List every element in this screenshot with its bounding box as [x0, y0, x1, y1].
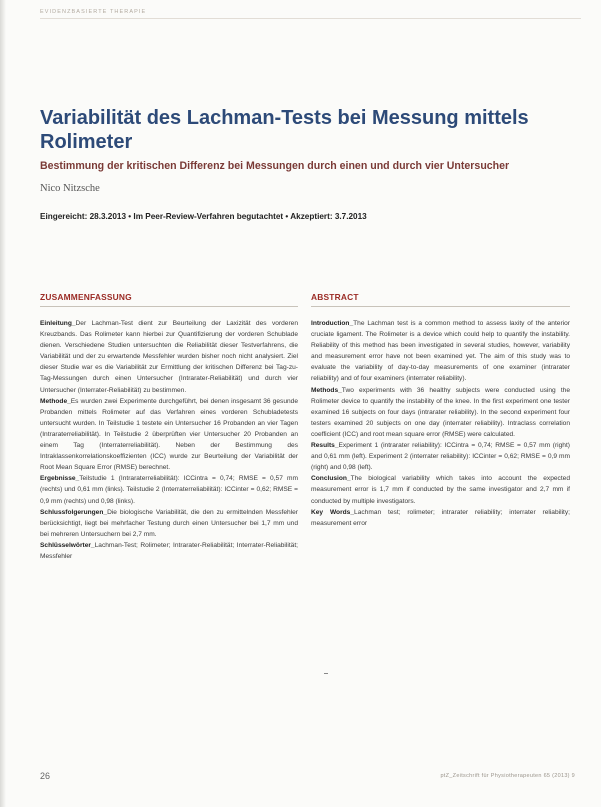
summary-paragraph [40, 507, 298, 540]
abstract-paragraph [311, 440, 570, 473]
paragraph-label: Schlüsselwörter_ [40, 541, 95, 549]
summary-paragraph [40, 473, 298, 506]
paragraph-text: Die biologische Variabilität, die den zu ermittelnden Messfehler berücksichtigt, liegt bei mehrfacher Testung durch einen Untersucher bei 1,7 mm und bei mehreren Untersuchern bei 2,7 mm. [40, 508, 298, 538]
running-head: EVIDENZBASIERTE THERAPIE [40, 9, 147, 15]
paragraph-label: Ergebnisse_ [40, 475, 80, 483]
author-name: Nico Nitzsche [40, 183, 100, 194]
abstract-paragraph [311, 507, 570, 529]
summary-column-german [40, 318, 298, 562]
summary-paragraph [40, 540, 298, 562]
abstract-paragraph [311, 473, 570, 506]
paragraph-label: Einleitung_ [40, 320, 76, 327]
section-heading-abstract: ABSTRACT [311, 292, 359, 302]
submission-dates: Eingereicht: 28.3.2013 • Im Peer-Review-Verfahren begutachtet • Akzeptiert: 3.7.2013 [40, 212, 367, 221]
article-subtitle: Bestimmung der kritischen Differenz bei Messungen durch einen und durch vier Untersucher [40, 160, 510, 172]
paragraph-text: Experiment 1 (intrarater reliability): ICCintra = 0,74; RMSE = 0,57 mm (right) and 0,61 mm (left). Experiment 2 (interrater reliability): ICCinter = 0,62; RMSE = 0,9 mm (right) and 0,98 (left). [311, 442, 570, 472]
paragraph-label: Results_ [311, 442, 339, 450]
abstract-paragraph [311, 318, 570, 385]
paragraph-text: Lachman test; rolimeter; intrarater reliability; interrater reliability; measurement error [311, 508, 570, 527]
top-rule [40, 18, 581, 19]
paragraph-text: Two experiments with 36 healthy subjects were conducted using the Rolimeter device to quantify the instability of the knee. In the first experiment one tester examined 16 subjects on four days (intrarater reliability). In the second experiment four testers examined 20 subjects on one day (interrater reliability). Intraclass correlation coefficient (ICC) and root mean square error (RMSE) were calculated. [311, 386, 570, 438]
paragraph-text: Der Lachman-Test dient zur Beurteilung der Laxizität des vorderen Kreuzbands. Das Rolimeter kann hierbei zur Quantifizierung der vorderen Schublade dienen. Verschiedene Studien untersuchten die Reliabilität dieser Testverfahrens, die Variabilität und der zu erwartende Messfehler wurden bisher noch nicht analysiert. Ziel dieser Studie war es die Variabilität zur Ermittlung der kritischen Differenz bei Tag-zu-Tag-Messungen durch einen Untersucher (Intrarater-Reliabilität) und durch vier Untersucher (Interrater-Reliabilität) zu bestimmen. [40, 320, 298, 394]
paragraph-label: Schlussfolgerungen_ [40, 508, 108, 516]
section-rule-right [311, 306, 570, 307]
section-rule-left [40, 306, 298, 307]
paragraph-label: Introduction_ [311, 320, 354, 327]
summary-paragraph [40, 396, 298, 474]
paragraph-text: Es wurden zwei Experimente durchgeführt, bei denen insgesamt 36 gesunde Probanden mittels Rolimeter auf das Verfahren eines vorderen Schubladetests untersucht wurden. In Teilstudie 1 testete ein Untersucher 16 Probanden an vier Tagen (Intraraterreliabilität). In Teilstudie 2 überprüften vier Untersucher 20 Probanden an einem Tag (Interraterreliabilität). Neben der Bestimmung des Intraklassenkorrelationskoeffizienten (ICC) wurde zur Beurteilung der Variabilität der Root Mean Square Error (RMSE) berechnet. [40, 397, 298, 472]
page-edge-shadow [0, 0, 6, 807]
paragraph-label: Key Words_ [311, 508, 355, 516]
section-heading-zusammenfassung: ZUSAMMENFASSUNG [40, 292, 132, 302]
paragraph-text: Teilstudie 1 (Intraraterreliabilität): ICCintra = 0,74; RMSE = 0,57 mm (rechts) und 0,61 mm (links). Teilstudie 2 (Interraterreliabilität): ICCinter = 0,62; RMSE = 0,9 mm (rechts) und 0,98 (links). [40, 475, 298, 505]
paragraph-label: Conclusion_ [311, 475, 351, 483]
paragraph-text: The biological variability which takes into account the expected measurement error is 1,7 mm if conducted by the same investigator and 2,7 mm if conducted by multiple investigators. [311, 475, 570, 505]
paragraph-label: Methods_ [311, 386, 342, 394]
abstract-paragraph [311, 385, 570, 440]
paragraph-text: The Lachman test is a common method to assess laxity of the anterior cruciate ligament. The Rolimeter is a device which could help to quantify the instability. Reliability of this method has been investigated in several studies, however, variability and measurement error have not been examined yet. The aim of this study was to evaluate the variability of day-to-day measurements of one examiner (intrarater reliability) and of four examiners (interrater reliability). [311, 320, 570, 383]
page-number: 26 [40, 771, 51, 781]
paragraph-label: Methode_ [40, 397, 71, 405]
article-title: Variabilität des Lachman-Tests bei Messung mittels Rolimeter [40, 107, 529, 153]
summary-paragraph [40, 318, 298, 396]
abstract-column-english [311, 318, 570, 529]
journal-footer: ptZ_Zeitschrift für Physiotherapeuten 65 (2013) 9 [440, 773, 575, 779]
paragraph-text: Lachman-Test; Rolimeter; Intrarater-Reliabilität; Interrater-Reliabilität; Messfehler [40, 541, 298, 560]
end-mark [324, 673, 328, 674]
